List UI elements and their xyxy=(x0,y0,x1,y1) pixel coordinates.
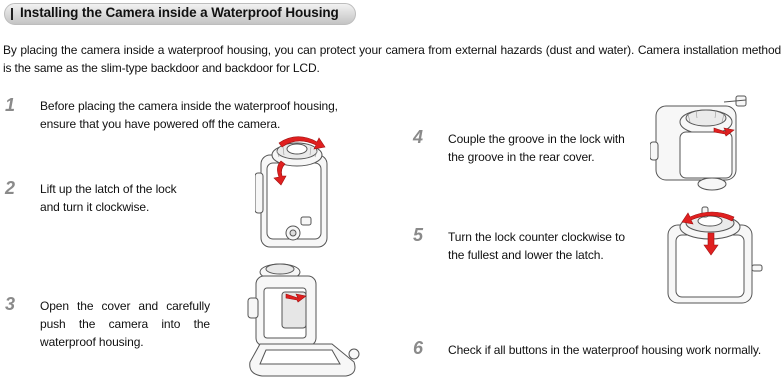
step-1-number: 1 xyxy=(5,95,16,115)
title-marker xyxy=(11,8,13,20)
step-5-text: Turn the lock counter clockwise to the fullest and lower the latch. xyxy=(448,230,625,262)
step-3-illustration xyxy=(246,258,364,381)
step-5-illustration xyxy=(662,205,766,305)
step-4-number: 4 xyxy=(413,127,424,147)
step-6-text: Check if all buttons in the waterproof housing work normally. xyxy=(448,343,762,357)
step-2-illustration xyxy=(255,133,335,253)
step-3-number: 3 xyxy=(5,294,16,314)
step-4-illustration xyxy=(650,92,754,195)
step-2-text: Lift up the latch of the lock and turn it clockwise. xyxy=(40,182,177,214)
intro-paragraph: By placing the camera inside a waterproof housing, you can protect your camera from external hazards (dust and water). Camera installation method is the same as the slim-type backdoor and backdoor for LCD. xyxy=(3,43,781,75)
step-5-number: 5 xyxy=(413,225,424,245)
step-4-text: Couple the groove in the lock with the groove in the rear cover. xyxy=(448,132,625,164)
section-title: Installing the Camera inside a Waterproof Housing xyxy=(20,5,339,20)
step-6-number: 6 xyxy=(413,338,424,358)
step-2-number: 2 xyxy=(5,178,16,198)
step-3-text: Open the cover and carefully push the camera into the waterproof housing. xyxy=(40,299,210,349)
step-1-text: Before placing the camera inside the waterproof housing, ensure that you have powered off the camera. xyxy=(40,99,338,131)
